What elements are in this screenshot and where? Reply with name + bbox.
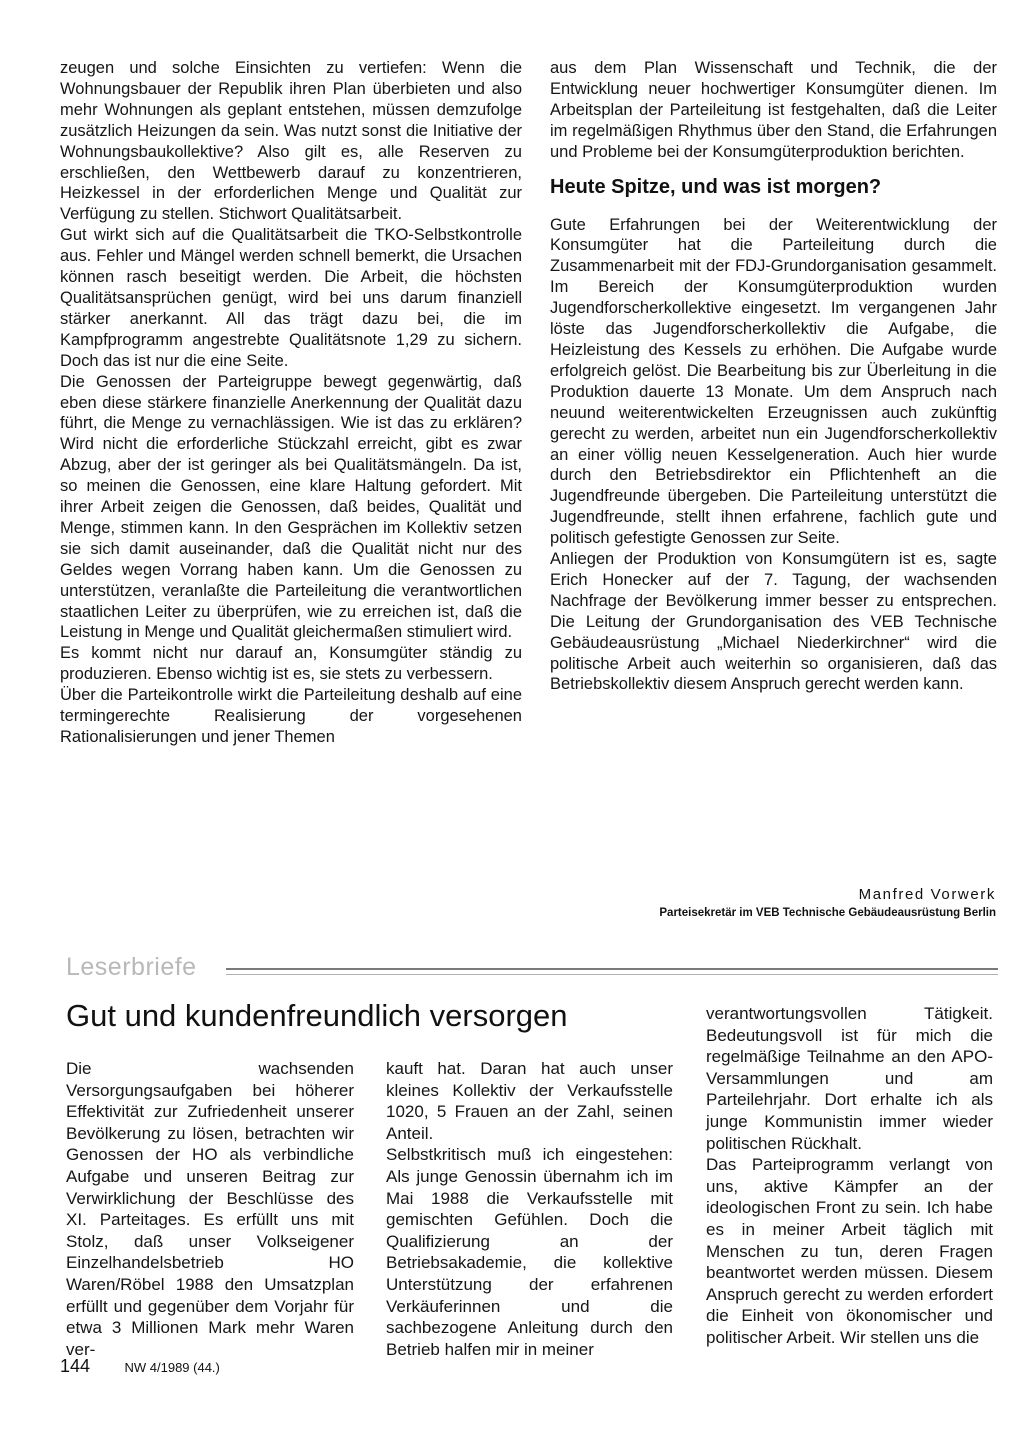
paragraph: Es kommt nicht nur darauf an, Konsumgüter ständig zu produzieren. Ebenso wichtig ist es, sie stets zu verbessern. [60,644,522,684]
section-label: Leserbriefe [66,953,197,981]
letter-column-2 [386,1058,673,1360]
author-name: Manfred Vorwerk [858,886,996,903]
paragraph: Die wachsenden Versorgungsaufgaben bei höherer Effektivität zur Zufriedenheit unserer Bevölkerung zu lösen, betrachten wir Genossen der HO als verbindliche Aufgabe und unseren Beitrag zur Verwirklichung der Beschlüsse des XI. Parteitages. Es erfüllt uns mit Stolz, daß unser Volkseigener Einzelhandelsbetrieb HO Waren/Röbel 1988 den Umsatzplan erfüllt und gegenüber dem Vorjahr für etwa 3 Millionen Mark mehr Waren ver- [66,1059,354,1359]
section-header [66,952,998,982]
paragraph: Gut wirkt sich auf die Qualitätsarbeit die TKO-Selbstkontrolle aus. Fehler und Mängel werden schnell bemerkt, die Ursachen können rasch beseitigt werden. Die Arbeit, die höchsten Qualitätsansprüchen genügt, wird bei uns darum finanziell stärker anerkannt. All das trägt dazu bei, die im Kampfprogramm angestrebte Qualitätsnote 1,29 zu sichern. Doch das ist nur die eine Seite. [60,226,522,370]
author-role: Parteisekretär im VEB Technische Gebäudeausrüstung Berlin [659,907,996,919]
paragraph: verantwortungsvollen Tätigkeit. Bedeutungsvoll ist für mich die regelmäßige Teilnahme an den APO-Versammlungen und am Parteilehrjahr. Dort erhalte ich als junge Kommunistin immer wieder politischen Rückhalt. [706,1004,993,1153]
article-column-left [60,58,522,748]
letter-column-3 [706,1003,993,1349]
headline: Gut und kundenfreundlich versorgen [66,998,568,1033]
page-number: 144 [60,1356,91,1376]
paragraph: Anliegen der Produktion von Konsumgütern ist es, sagte Erich Honecker auf der 7. Tagung, der wachsenden Nachfrage der Bevölkerung immer besser zu entsprechen. Die Leitung der Grundorganisation des VEB Technische Gebäudeausrüstung „Michael Niederkirchner“ wird die politische Arbeit auch weiterhin so organisieren, daß das Betriebskollektiv diesem Anspruch gerecht werden kann. [550,550,997,694]
subheading: Heute Spitze, und was ist morgen? [550,175,882,198]
page-footer [60,1354,220,1380]
paragraph: Selbstkritisch muß ich eingestehen: Als junge Genossin übernahm ich im Mai 1988 die Verkaufsstelle mit gemischten Gefühlen. Doch die Qualifizierung an der Betriebsakademie, die kollektive Unterstützung der erfahrenen Verkäuferinnen und die sachbezogene Anleitung durch den Betrieb halfen mir in meiner [386,1145,673,1359]
article-column-right [550,58,997,695]
issue-info: NW 4/1989 (44.) [124,1360,220,1375]
paragraph: Das Parteiprogramm verlangt von uns, aktive Kämpfer an der ideologischen Front zu sein. Ich habe es in meiner Arbeit täglich mit Menschen zu tun, deren Fragen beantwortet werden müssen. Diesem Anspruch gerecht zu werden erfordert die Einheit von ökonomischer und politischer Arbeit. Wir stellen uns die [706,1155,993,1347]
letter-column-1 [66,1058,354,1360]
paragraph: kauft hat. Daran hat auch unser kleines Kollektiv der Verkaufsstelle 1020, 5 Frauen an der Zahl, seinen Anteil. [386,1059,673,1143]
paragraph: aus dem Plan Wissenschaft und Technik, die der Entwicklung neuer hochwertiger Konsumgüter dienen. Im Arbeitsplan der Parteileitung ist festgehalten, daß die Leiter im regelmäßigen Rhythmus über den Stand, die Erfahrungen und Probleme bei der Konsumgüterproduktion berichten. [550,59,997,161]
paragraph: Gute Erfahrungen bei der Weiterentwicklung der Konsumgüter hat die Parteileitung durch die Zusammenarbeit mit der FDJ-Grundorganisation gesammelt. Im Bereich der Konsumgüterproduktion wurden Jugendforscherkollektive eingesetzt. Im vergangenen Jahr löste das Jugendforscherkollektiv die Aufgabe, die Heizleistung des Kessels zu erhöhen. Die Aufgabe wurde erfolgreich gelöst. Die Bearbeitung bis zur Überleitung in die Produktion dauerte 13 Monate. Um dem Anspruch nach neuund weiterentwickelten Erzeugnissen auch zukünftig gerecht zu werden, arbeitet nun ein Jugendforscherkollektiv an einer völlig neuen Kesselgeneration. Auch hier wurde durch den Betriebsdirektor ein Pflichtenheft an die Jugendfreunde übergeben. Die Parteileitung unterstützt die Jugendfreunde, stellt ihnen erfahrene, fachlich gute und politisch gefestigte Genossen zur Seite. [550,215,997,548]
paragraph: Über die Parteikontrolle wirkt die Parteileitung deshalb auf eine termingerechte Realisierung der vorgesehenen Rationalisierungen und jener Themen [60,686,522,746]
section-rule [226,968,998,975]
author-signature [659,885,996,921]
paragraph: Die Genossen der Parteigruppe bewegt gegenwärtig, daß eben diese stärkere finanzielle Anerkennung der Qualität dazu führt, die Menge zu vernachlässigen. Wie ist das zu erklären? Wird nicht die erforderliche Stückzahl erreicht, gibt es zwar Abzug, aber der ist geringer als bei Qualitätsmängeln. Da ist, so meinen die Genossen, eine klare Haltung gefordert. Mit ihrer Arbeit zeigen die Genossen, daß beides, Qualität und Menge, stimmen kann. In den Gesprächen im Kollektiv setzen sie sich damit auseinander, daß die Qualität nicht nur des Geldes wegen Vorrang haben kann. Um die Genossen zu unterstützen, veranlaßte die Parteileitung die verantwortlichen staatlichen Leiter zu überprüfen, wie zu erreichen ist, daß die Leistung in Menge und Qualität gleichermaßen stimuliert wird. [60,372,522,642]
paragraph: zeugen und solche Einsichten zu vertiefen: Wenn die Wohnungsbauer der Republik ihren Plan überbieten und also mehr Wohnungen als geplant entstehen, müssen demzufolge zusätzlich Heizungen da sein. Was nutzt sonst die Initiative der Wohnungsbaukollektive? Also gilt es, alle Reserven zu erschließen, den Wettbewerb darauf zu konzentrieren, Heizkessel in der erforderlichen Menge und Qualität zur Verfügung zu stellen. Stichwort Qualitätsarbeit. [60,59,522,224]
